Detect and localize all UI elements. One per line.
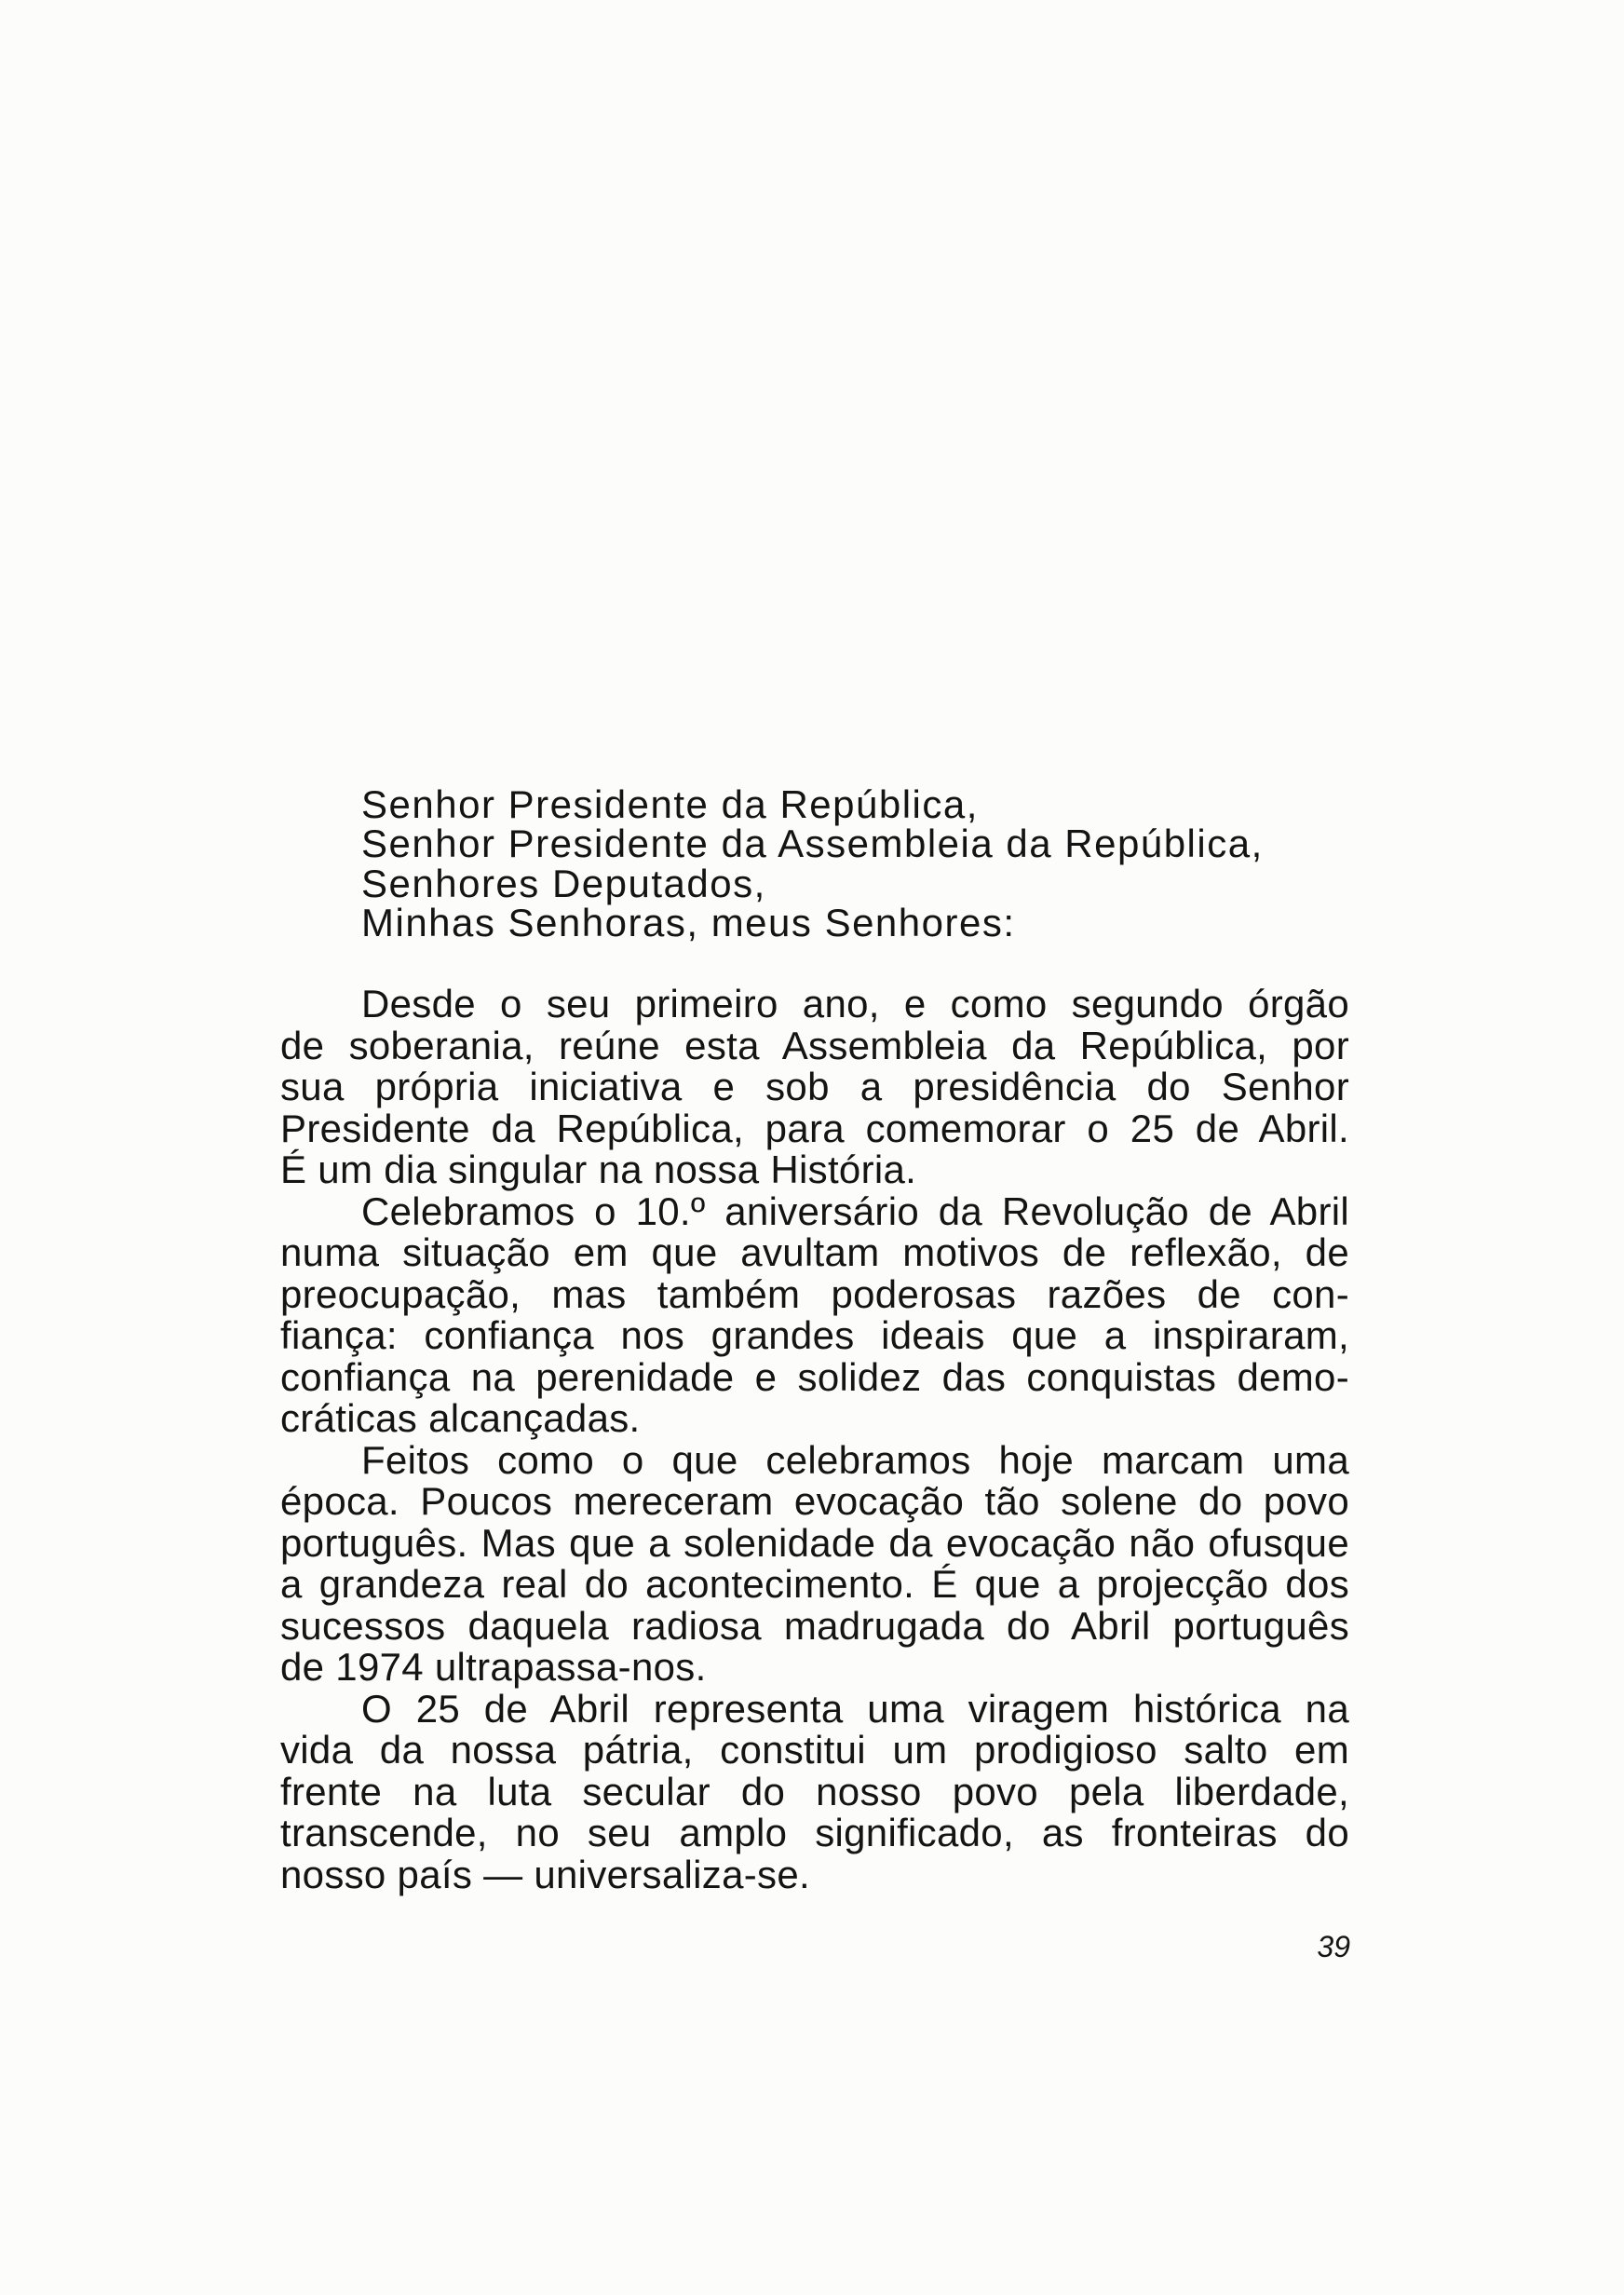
- paragraph-line: frente na luta secular do nosso povo pela liberdade,: [280, 1769, 1349, 1813]
- paragraph-line: confiança na perenidade e solidez das conquistas demo-: [280, 1354, 1349, 1399]
- paragraph-line: Celebramos o 10.º aniversário da Revolução de Abril: [361, 1188, 1349, 1233]
- paragraph-line: português. Mas que a solenidade da evocação não ofusque: [280, 1520, 1349, 1565]
- paragraph-line: Feitos como o que celebramos hoje marcam uma: [361, 1437, 1349, 1482]
- salutation-line: Minhas Senhoras, meus Senhores:: [361, 900, 1016, 944]
- paragraph-line: Desde o seu primeiro ano, e como segundo órgão: [361, 982, 1349, 1025]
- paragraph-line: de soberania, reúne esta Assembleia da República, por: [280, 1023, 1349, 1067]
- salutation-line: Senhores Deputados,: [361, 861, 766, 905]
- salutation-line: Senhor Presidente da República,: [361, 782, 979, 826]
- paragraph-line: a grandeza real do acontecimento. É que a projecção dos: [280, 1562, 1349, 1606]
- paragraph-line: vida da nossa pátria, constitui um prodigioso salto em: [280, 1728, 1349, 1772]
- paragraph-line: época. Poucos mereceram evocação tão solene do povo: [280, 1479, 1349, 1523]
- paragraph-line: O 25 de Abril representa uma viragem histórica na: [361, 1686, 1349, 1731]
- paragraph-line: É um dia singular na nossa História.: [280, 1148, 917, 1191]
- paragraph-line: numa situação em que avultam motivos de reflexão, de: [280, 1230, 1349, 1274]
- page-number: 39: [1317, 1930, 1350, 1963]
- paragraph-line: preocupação, mas também poderosas razões de con-: [280, 1271, 1349, 1316]
- salutation-line: Senhor Presidente da Assembleia da República,: [361, 822, 1264, 866]
- paragraph: [280, 1188, 1349, 1440]
- paragraph-line: fiança: confiança nos grandes ideais que a inspiraram,: [280, 1313, 1349, 1357]
- paragraph: [280, 1437, 1349, 1689]
- body-text: [280, 984, 1349, 1895]
- paragraph-line: transcende, no seu amplo significado, as fronteiras do: [280, 1811, 1349, 1854]
- paragraph-line: nosso país — universaliza-se.: [280, 1852, 810, 1896]
- paragraph-line: de 1974 ultrapassa-nos.: [280, 1645, 707, 1689]
- paragraph-line: cráticas alcançadas.: [280, 1396, 641, 1440]
- paragraph: [280, 984, 1349, 1191]
- paragraph-line: Presidente da República, para comemorar o 25 de Abril.: [280, 1106, 1349, 1150]
- salutation-block: [361, 782, 1386, 944]
- paragraph-line: sua própria iniciativa e sob a presidência do Senhor: [280, 1065, 1349, 1108]
- paragraph-line: sucessos daquela radiosa madrugada do Abril português: [280, 1603, 1349, 1648]
- paragraph: [280, 1686, 1349, 1896]
